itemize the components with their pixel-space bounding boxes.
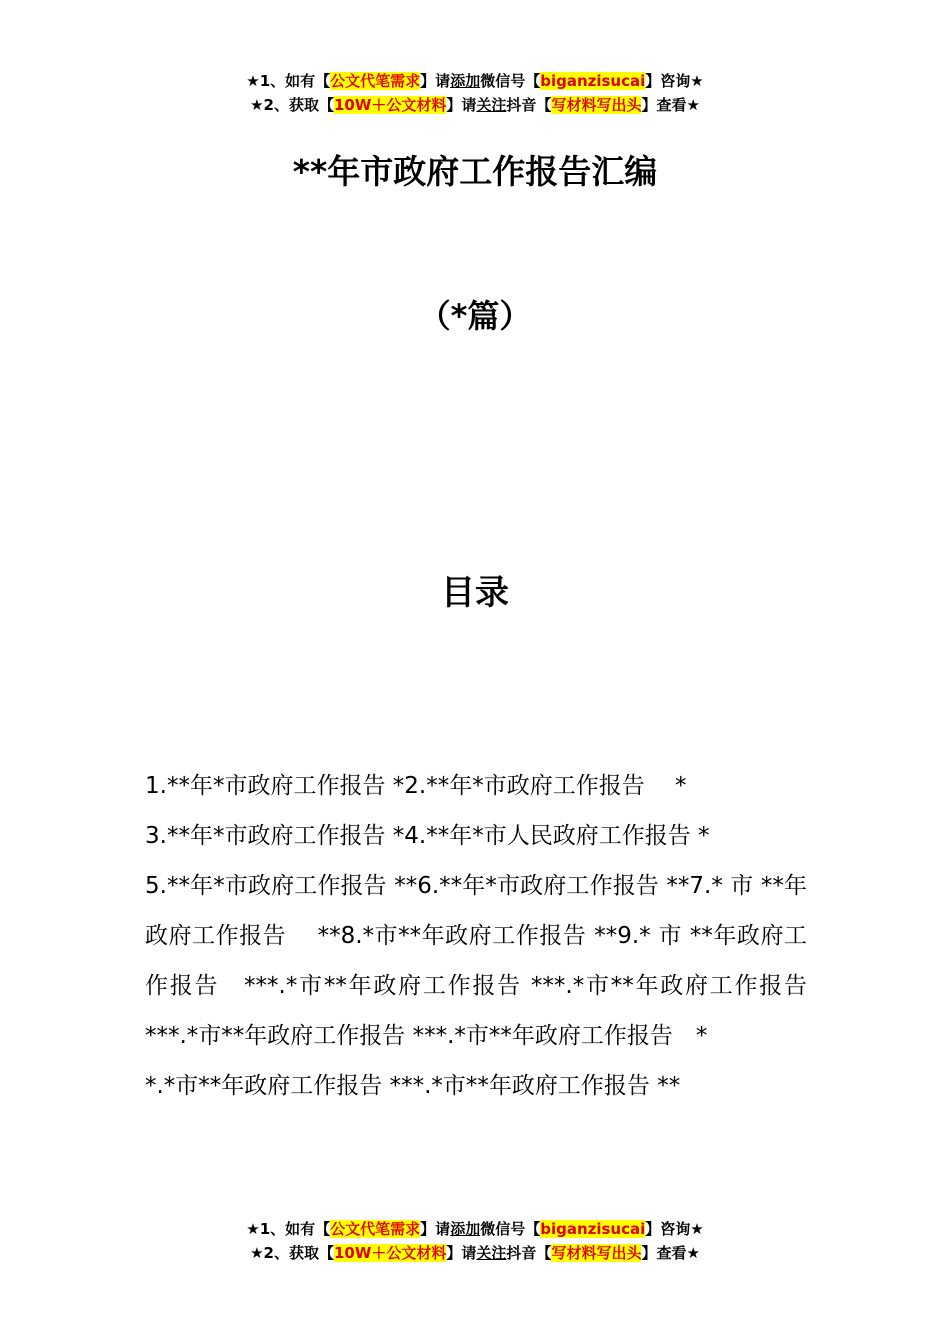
banner-line-1 [0,1217,950,1241]
banner-highlight: 10W＋公文材料 [333,96,447,114]
bottom-banner [0,1217,950,1265]
banner-line-2 [0,93,950,117]
banner-text: ★1、如有【 [246,72,331,90]
banner-text: 微信号【 [480,72,541,90]
banner-highlight: biganzisucai [540,1220,646,1238]
table-of-contents [145,761,807,1111]
banner-text: 】咨询★ [645,72,704,90]
banner-text: ★1、如有【 [246,1220,331,1238]
banner-highlight: 写材料写出头 [551,1244,642,1262]
banner-text: ★2、获取【 [250,1244,334,1262]
banner-text: 】咨询★ [645,1220,704,1238]
banner-text: ★2、获取【 [250,96,334,114]
banner-highlight: 公文代笔需求 [330,1220,421,1238]
document-title: **年市政府工作报告汇编 [292,152,658,191]
banner-highlight: 公文代笔需求 [330,72,421,90]
banner-highlight: 10W＋公文材料 [333,1244,447,1262]
banner-text: 】请 [446,1244,477,1262]
banner-text: 】查看★ [641,1244,700,1262]
banner-text: 抖音【 [506,1244,552,1262]
banner-highlight: 写材料写出头 [551,96,642,114]
banner-text: 】请 [420,72,451,90]
top-banner [0,69,950,117]
toc-line: 5.**年*市政府工作报告 **6.**年*市政府工作报告 **7.* 市 **年政府工作报告 **8.*市**年政府工作报告 **9.* 市 **年政府工作报告 ***.*市**年政府工作报告 ***.*市**年政府工作报告 ***.*市**年政府工作报告 ***.*市**年政府工作报告 * [145,873,807,1049]
banner-line-2 [0,1241,950,1265]
banner-underline: 关注 [476,96,507,114]
banner-text: 】请 [446,96,477,114]
document-subtitle: （*篇） [418,297,532,335]
banner-underline: 添加 [450,72,481,90]
banner-text: 抖音【 [506,96,552,114]
banner-text: 】查看★ [641,96,700,114]
toc-line: 1.**年*市政府工作报告 *2.**年*市政府工作报告 * [145,773,687,799]
banner-text: 微信号【 [480,1220,541,1238]
banner-highlight: biganzisucai [540,72,646,90]
banner-underline: 添加 [450,1220,481,1238]
banner-text: 】请 [420,1220,451,1238]
toc-heading: 目录 [441,573,509,613]
banner-line-1 [0,69,950,93]
toc-line: *.*市**年政府工作报告 ***.*市**年政府工作报告 ** [145,1073,681,1099]
toc-line: 3.**年*市政府工作报告 *4.**年*市人民政府工作报告 * [145,823,710,849]
banner-underline: 关注 [476,1244,507,1262]
